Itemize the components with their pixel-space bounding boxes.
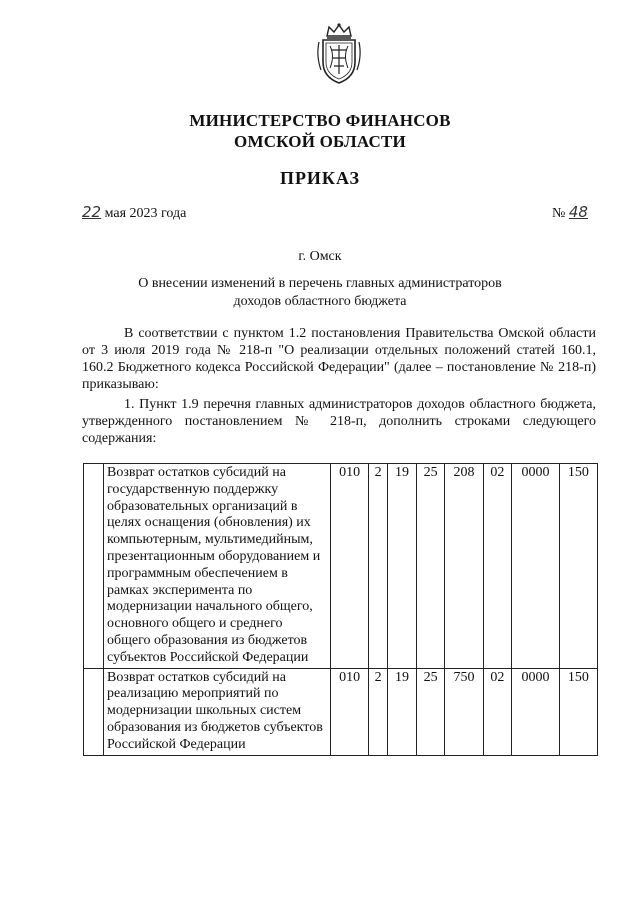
document-date bbox=[82, 203, 186, 222]
table-cell-name: Возврат остатков субсидий на реализацию мероприятий по модернизации школьных систем образования из бюджетов субъектов Российской Федерации bbox=[104, 668, 331, 755]
number-handwritten: 48 bbox=[568, 203, 588, 221]
table-cell-code: 02 bbox=[483, 464, 512, 669]
table-cell-code: 750 bbox=[445, 668, 483, 755]
table-row bbox=[84, 464, 598, 669]
table-cell-code: 010 bbox=[331, 668, 369, 755]
table-cell-code: 19 bbox=[388, 668, 417, 755]
subject-line2: доходов областного бюджета bbox=[233, 294, 407, 309]
table-cell-empty bbox=[84, 668, 104, 755]
budget-codes-table bbox=[83, 463, 598, 756]
table-row bbox=[84, 668, 598, 755]
table-cell-code: 25 bbox=[416, 464, 445, 669]
table-cell-code: 0000 bbox=[512, 464, 560, 669]
document-city: г. Омск bbox=[298, 249, 342, 264]
document-type: ПРИКАЗ bbox=[279, 168, 361, 188]
table-cell-code: 0000 bbox=[512, 668, 560, 755]
coat-of-arms-icon bbox=[313, 22, 365, 86]
table-cell-code: 02 bbox=[483, 668, 512, 755]
table-cell-code: 150 bbox=[559, 668, 597, 755]
document-subject bbox=[0, 275, 640, 311]
table-cell-code: 010 bbox=[331, 464, 369, 669]
table-cell-name: Возврат остатков субсидий на государственную поддержку образовательных организаций в целях оснащения (обновления) их компьютерным, мультимедийным, презентационным оборудованием и программным обеспечением в рамках эксперимента по модернизации начального общего, основного общего и среднего общего образования из бюджетов субъектов Российской Федерации bbox=[104, 464, 331, 669]
ministry-title-line2: ОМСКОЙ ОБЛАСТИ bbox=[234, 132, 406, 151]
number-prefix: № bbox=[552, 206, 569, 221]
table-cell-code: 25 bbox=[416, 668, 445, 755]
table-cell-code: 2 bbox=[369, 464, 388, 669]
table-cell-code: 2 bbox=[369, 668, 388, 755]
document-number bbox=[552, 203, 588, 222]
table-cell-empty bbox=[84, 464, 104, 669]
subject-line1: О внесении изменений в перечень главных администраторов bbox=[138, 276, 502, 291]
date-day-handwritten: 22 bbox=[82, 203, 102, 221]
date-month-year: мая 2023 года bbox=[101, 206, 187, 221]
table-cell-code: 208 bbox=[445, 464, 483, 669]
body-paragraph-2: 1. Пункт 1.9 перечня главных администраторов доходов областного бюджета, утвержденного постановлением № 218-п, дополнить строками следующего содержания: bbox=[82, 397, 596, 446]
table-cell-code: 19 bbox=[388, 464, 417, 669]
body-paragraph-1: В соответствии с пунктом 1.2 постановления Правительства Омской области от 3 июля 2019 года № 218-п "О реализации отдельных положений статей 160.1, 160.2 Бюджетного кодекса Российской Федерации" (далее – постановление № 218-п) приказываю: bbox=[82, 326, 596, 392]
ministry-title-line1: МИНИСТЕРСТВО ФИНАНСОВ bbox=[189, 111, 451, 130]
table-cell-code: 150 bbox=[559, 464, 597, 669]
